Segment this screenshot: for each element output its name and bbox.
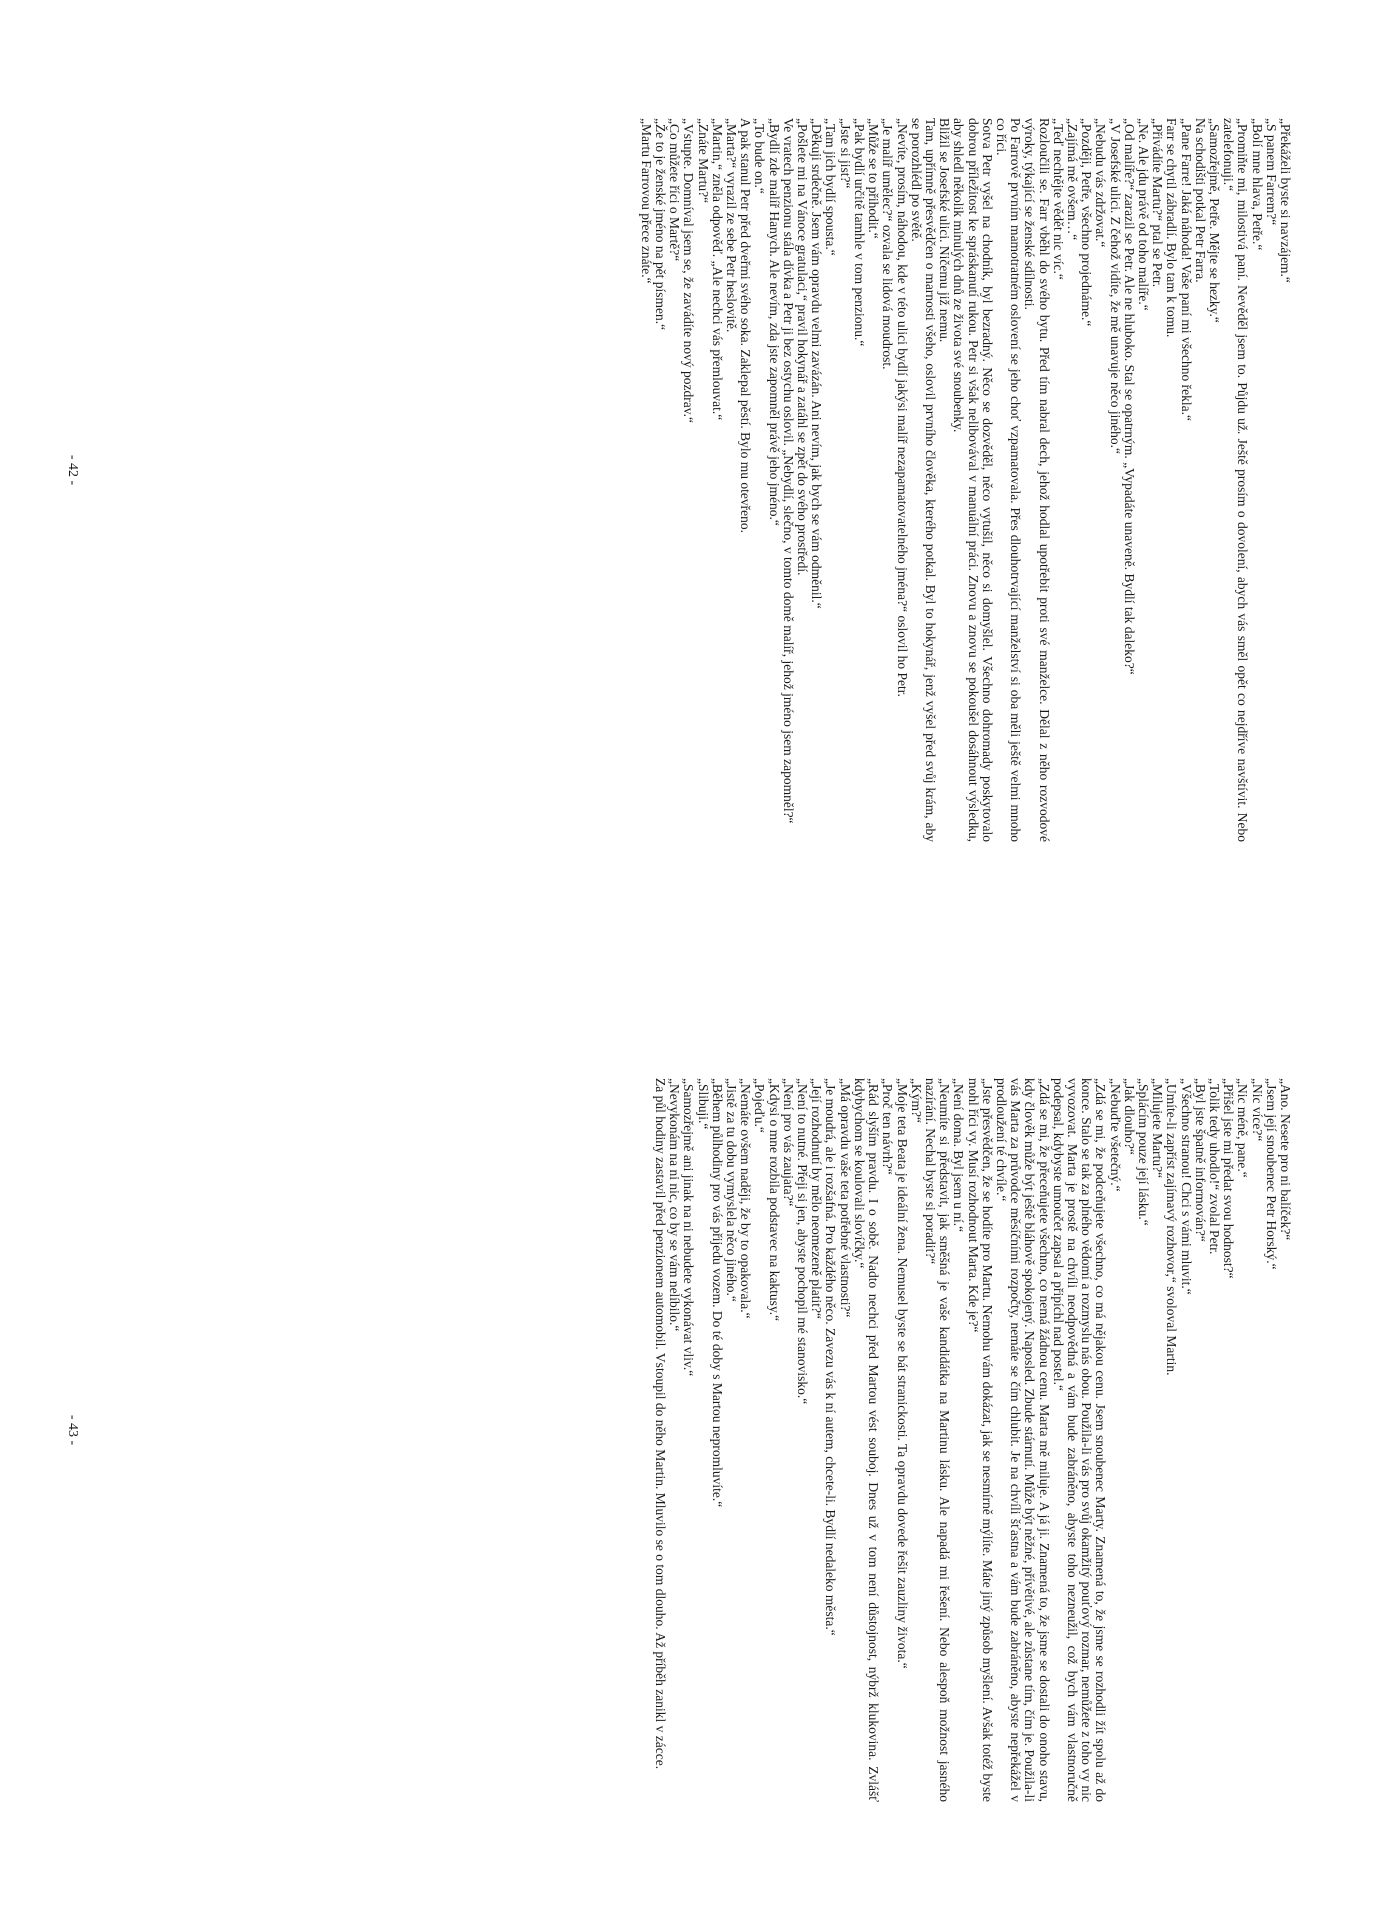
paragraph: „Všechno stranou! Chci s vámi mluvit.“ — [1178, 1078, 1194, 1295]
paragraph: Za půl hodiny zastavil před penzionem automobil. Vstoupil do něho Martin. Mluvilo se o tom dlouho. Až příběh zanikl v zácce. — [653, 1078, 669, 1770]
paragraph: „Proč ten návrh?“ — [880, 1078, 896, 1175]
paragraph: „Zdá se mi, že přeceňujete všechno, co nemá žádnou cenu. Marta mě miluje. A já ji. Znamená to, že jsme se dostali do onoho stavu, kdy člověk může být ještě bláhově spokojený. Naposled. Zbude stárnutí. Může být něžné, přívětivé, ale zůstane tím, čím je. Použila-li vás Marta za průvodce měsíčními rozpočty, nemáte se čím chlubit. Je na chvíli šťastna a vám bude zabráněno, abyste nepřekážel v prodloužení té chvíle.“ — [993, 1078, 1052, 1802]
paragraph: „Tolik tedy uhodlo!“ zvolal Petr. — [1206, 1078, 1222, 1255]
paragraph: „Jak dlouho?“ — [1121, 1078, 1137, 1155]
paragraph: „Později, Petře, všechno projednáme.“ — [1079, 118, 1095, 327]
paragraph: „Martin,“ zněla odpověď. „Ale nechci vás přemlouvat.“ — [709, 118, 725, 421]
paragraph: „Pak bydlí určitě tamhle v tom penzionu.“ — [851, 118, 867, 347]
paragraph: „Nebudu vás zdržovat.“ — [1093, 118, 1109, 248]
paragraph: „Že to je ženské jméno na pět písmen.“ — [653, 118, 669, 331]
paragraph: „S panem Farrem?“ — [1263, 118, 1279, 226]
paragraph: „Jste přesvědčen, že se hodíte pro Martu. Nemohu vám dokázat, jak se nesmírně mýlíte. Máte jiný způsob myšlení. Avšak totéž byste mohl říci vy. Musí rozhodnout Marta. Kde je?“ — [965, 1078, 995, 1802]
paragraph: „Během půlhodiny pro vás přijedu vozem. Do té doby s Martou nepromluvíte.“ — [709, 1078, 725, 1508]
paragraph: „V Josefské ulici. Z čehož vidíte, že mě unavuje něco jiného.“ — [1107, 118, 1123, 455]
paragraph: „Nic méně, pane.“ — [1235, 1078, 1251, 1178]
paragraph: „Není doma. Byl jsem u ní.“ — [951, 1078, 967, 1233]
paragraph: „Má opravdu vaše teta potřebné vlastnosti?“ — [837, 1078, 853, 1318]
paragraph: Rozloučili se. Farr vběhl do svého bytu. Před tím nabral dech, jehož hodlal upotřebit proti své manželce. Dělal z něho rozvodové výroky, týkající se ženské sdílnosti. — [1022, 118, 1052, 842]
paragraph: „Milujete Martu?“ — [1150, 1078, 1166, 1179]
paragraph: „To bude on.“ — [752, 118, 768, 194]
paragraph: „Nevíte, prosím, náhodou, kde v této ulici bydlí jakýsi malíř nezapamatovatelného jména?“ oslovil ho Petr. — [894, 118, 910, 697]
paragraph: „Je moudrá, ale i rozšafná. Pro každého něco. Zavezu vás k ní autem, chcete-li. Bydlí nedaleko města.“ — [823, 1078, 839, 1636]
paragraph: „Tam jich bydlí spousta.“ — [823, 118, 839, 256]
page-number-right: - 43 - — [65, 1414, 80, 1446]
paragraph: Na schodišti potkal Petr Farra. — [1192, 118, 1208, 283]
paragraph: „Ne. Ale jdu právě od toho malíře.“ — [1135, 118, 1151, 311]
paragraph: „Ano. Nesete pro ni balíček?“ — [1278, 1078, 1293, 1241]
paragraph: „Znáte Martu?“ — [695, 118, 711, 204]
paragraph: „Marta?“ vyrazil ze sebe Petr heslovitě. — [724, 118, 740, 333]
paragraph: „Nic více?“ — [1249, 1078, 1265, 1142]
paragraph: „Od malíře?“ zarazil se Petr. Ale ne hluboko. Stal se opatrným. „Vypadáte unaveně. Bydlí tak daleko?“ — [1121, 118, 1137, 675]
paragraph: „Přivádíte Martu?“ ptal se Petr. — [1150, 118, 1166, 288]
paragraph: „Pošlete mi na Vánoce gratulaci,“ pravil hokynář a zatáhl se zpět do svého prostředí. — [795, 118, 811, 576]
paragraph: „Rád slyším pravdu. I o sobě. Nadto nechci před Martou vést souboj. Dnes už v tom není důstojnost, nýbrž klukovina. Zvlášť kdybychom se koulovali slovíčky.“ — [851, 1078, 882, 1802]
paragraph: „Nevykonám na ni nic, co by se vám nelíbilo.“ — [667, 1078, 683, 1332]
paragraph: „Samozřejmě ani jinak na ni nebudete vykonávat vliv.“ — [681, 1078, 697, 1377]
paragraph: „Promiňte mi, milostivá paní. Nevěděl jsem to. Půjdu už. Ještě prosím o dovolení, abych vás směl opět co nejdříve navštívit. Nebo zatelefonuji.“ — [1221, 118, 1251, 842]
paragraph: „Splácím pouze její lásku.“ — [1135, 1078, 1151, 1226]
paragraph: „Neumíte si představit, jak směšná je vaše kandidátka na Martinu lásku. Ale napadá mi řešení. Nebo alespoň možnost jasného nazírání. Nechal byste si poradit?“ — [922, 1078, 953, 1802]
paragraph: „Samozřejmě, Petře. Mějte se hezky.“ — [1206, 118, 1222, 323]
paragraph: A pak stanul Petr před dveřmi svého soka. Zaklepal pěstí. Bylo mu otevřeno. — [738, 118, 754, 534]
paragraph: „Jistě za tu dobu vymyslela něco jiného.“ — [724, 1078, 740, 1302]
page-left — [0, 0, 1388, 940]
paragraph: „Je malíř umělec?“ ozvala se lidová moudrost. — [880, 118, 896, 370]
paragraph: „Pane Farre! Jaká náhoda! Vaše paní mi všechno řekla.“ — [1178, 118, 1194, 422]
paragraph: „Není to nutné. Přeji si jen, abyste pochopil mé stanovisko.“ — [795, 1078, 811, 1405]
page-number-left: - 42 - — [65, 454, 80, 486]
paragraph: „Může se to přihodit.“ — [866, 118, 882, 239]
paragraph: „Slibuji.“ — [695, 1078, 711, 1130]
paragraph: „Kdysi o mne rozbila podstavec na kaktusy.“ — [766, 1078, 782, 1322]
paragraph: „Byl jste špatně informován?“ — [1192, 1078, 1208, 1242]
paragraph: „Bydlí zde malíř Hanych. Ale nevím, zda jste zapomněl právě jeho jméno.“ — [766, 118, 782, 526]
paragraph: Sotva Petr vyšel na chodník, byl bezradný. Něco se dozvěděl, něco vytušil, něco si domyšlel. Všechno dohromady poskytovalo dobrou příležitost ke spráskanutí rukou. Petr si však nelibovával v manuální práci. Znovu a znovu se pokoušel dosáhnout výsledku, aby shledl několik minulých dnů ze života své snoubenky. — [951, 118, 995, 842]
paragraph: Bližil se Josefské ulici. Ničemu již nemu. — [937, 118, 953, 343]
paragraph: „Jste si jist?“ — [837, 118, 853, 189]
paragraph: Farr se chytil zábradlí. Bylo tam k tomu. — [1164, 118, 1180, 338]
paragraph: „Přišel jste mi předat svou hodnost?“ — [1221, 1078, 1237, 1279]
paragraph: „Nebuďte všetečný.“ — [1107, 1078, 1123, 1192]
paragraph: „Co můžete říci o Martě?“ — [667, 118, 683, 262]
paragraph: „Bolí mne hlava, Petře.“ — [1249, 118, 1265, 251]
paragraph: „Teď nechtějte vědět nic víc.“ — [1050, 118, 1066, 280]
page-text-right — [653, 1078, 1292, 1802]
paragraph: „Pojeďu.“ — [752, 1078, 768, 1133]
paragraph: „Překáželi byste si navzájem.“ — [1278, 118, 1293, 283]
paragraph: „Jsem její snoubenec Petr Horský.“ — [1263, 1078, 1279, 1270]
paragraph: „Není pro vás zaujata?“ — [780, 1078, 796, 1207]
paragraph: „Zdá se mi, že podceňujete všechno, co má nějakou cenu. Jsem snoubenec Marty. Znamená to, že jsme se rozhodli žít spolu až do konce. Stalo se tak za plného vědomí a rozmyslu nás obou. Použila-li vás pro svůj okamžitý pouťový rozmar, nemůžete z toho vy nic vyvozovat. Marta je prostě na chvíli neodpovědná a vám bude zabráněno, abyste toho nezneužil, což bych vám vlastnoručně podepsal, kdybyste umoučet zapsal a připíchl nad postel.“ — [1050, 1078, 1109, 1802]
paragraph: Ve vratech penzionu stála dívka a Petr ji bez ostychu oslovil. „Nebydlí, slečno, v tomto domě malíř, jehož jméno jsem zapomněl?“ — [780, 118, 796, 824]
paragraph: „Zajímá mě ovšem…“ — [1064, 118, 1080, 241]
paragraph: „Umíte-li zapříst zajímavý rozhovor,“ svoloval Martin. — [1164, 1078, 1180, 1376]
page-text-left — [639, 118, 1292, 842]
paragraph: Tam, upřímně přesvědčen o marnosti všeho, oslovil prvního člověka, kterého potkal. Byl to hokynář, jenž vyšel před svůj krám, aby se porozhlédl po světě. — [908, 118, 938, 842]
paragraph: „Moje teta Beata je ideální žena. Nemusel byste se bát stranickosti. Ta opravdu dovede řešit zauzliny života.“ — [894, 1078, 910, 1669]
paragraph: „Vstupte. Domníval jsem se, že zavádíte nový pozdrav.“ — [681, 118, 697, 424]
paragraph: „Děkuji srdečně. Jsem vám opravdu velmi zavázán. Ani nevím, jak bych se vám odměnil.“ — [809, 118, 825, 609]
paragraph: „Nemáte ovšem naději, že by to opakovala.“ — [738, 1078, 754, 1319]
paragraph: „Martu Farrovou přece znáte.“ — [638, 118, 654, 284]
paragraph: Po Farrově prvním mamotratném oslovení se jeho choť vzpamatovala. Přes dlouhotrvající manželství si oba měli ještě velmi mnoho co říci. — [993, 118, 1024, 842]
paragraph: „Její rozhodnutí by mělo neomezeně platit?“ — [809, 1078, 825, 1320]
page-right — [0, 960, 1388, 1900]
paragraph: „Kým?“ — [908, 1078, 924, 1123]
